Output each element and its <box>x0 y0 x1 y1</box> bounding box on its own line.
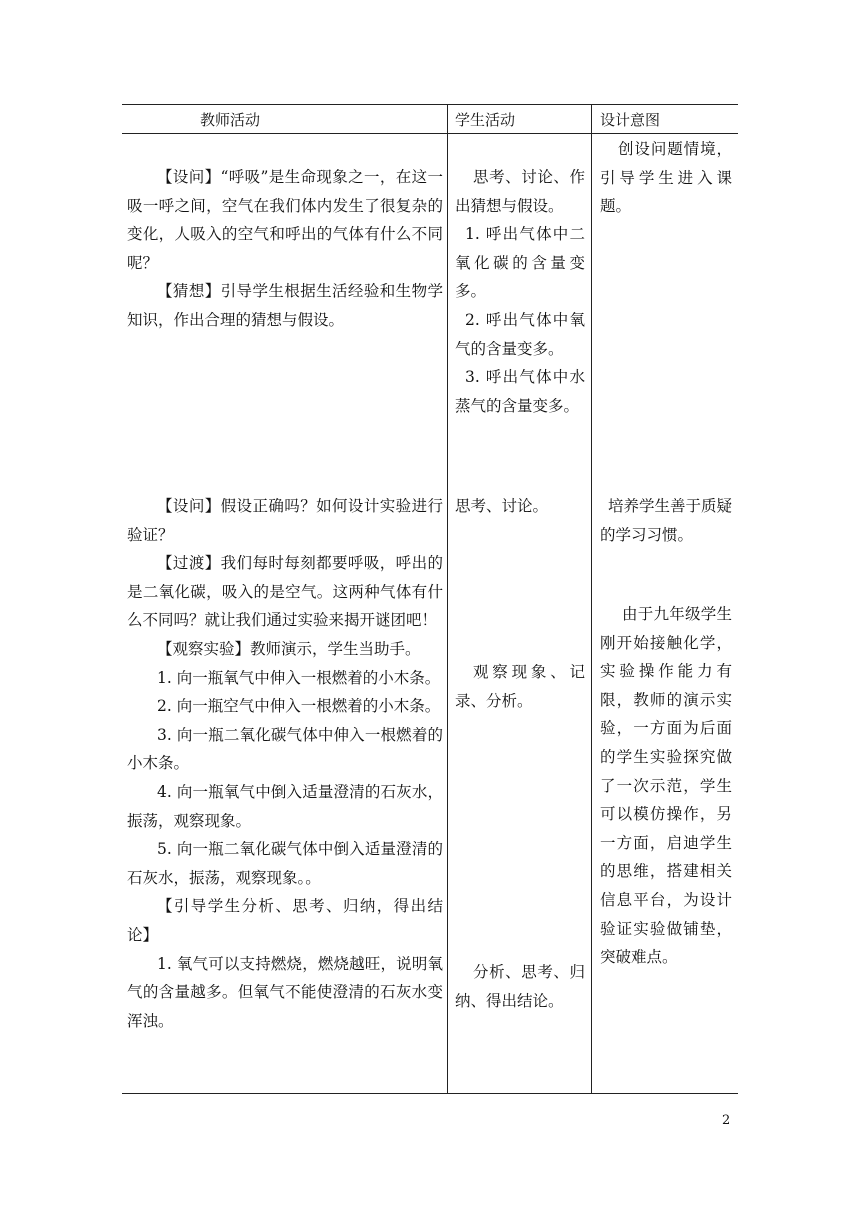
table-header-rule <box>122 133 738 134</box>
teacher-block-1 <box>127 163 443 335</box>
student-hypothesis-1: 1. 呼出气体中二氧化碳的含量变多。 <box>455 225 585 301</box>
table-top-rule <box>122 104 738 105</box>
column-divider-2 <box>591 104 592 1094</box>
teacher-conclusion-title: 【引导学生分析、思考、归纳，得出结论】 <box>127 897 443 944</box>
student-observe: 观察现象、记录、分析。 <box>455 663 585 710</box>
student-hypothesis-3: 3. 呼出气体中水蒸气的含量变多。 <box>455 368 585 415</box>
column-divider-1 <box>447 104 448 1094</box>
teacher-conjecture: 【猜想】引导学生根据生活经验和生物学知识，作出合理的猜想与假设。 <box>127 282 443 329</box>
student-block-1 <box>455 163 585 420</box>
header-teacher-activity: 教师活动 <box>200 111 261 129</box>
teacher-experiment-step-1: 1. 向一瓶氧气中伸入一根燃着的小木条。 <box>157 668 441 687</box>
intent-demonstration: 由于九年级学生刚开始接触化学，实验操作能力有限，教师的演示实验，一方面为后面的学生实验探究做了一次示范，学生可以模仿操作，另一方面，启迪学生的思维，搭建相关信息平台，为设计验证实验做铺垫，突破难点。 <box>600 605 732 967</box>
teacher-experiment-step-3: 3. 向一瓶二氧化碳气体中伸入一根燃着的小木条。 <box>127 725 443 773</box>
teacher-question-1: 【设问】“呼吸”是生命现象之一，在这一吸一呼之间，空气在我们体内发生了很复杂的变化，人吸入的空气和呼出的气体有什么不同呢？ <box>127 168 443 272</box>
page-number: 2 <box>722 1113 731 1128</box>
header-design-intent: 设计意图 <box>600 111 661 129</box>
student-hypothesis-2: 2. 呼出气体中氧气的含量变多。 <box>455 310 585 358</box>
header-student-activity: 学生活动 <box>455 111 516 129</box>
teacher-experiment-step-2: 2. 向一瓶空气中伸入一根燃着的小木条。 <box>157 697 441 716</box>
intent-questioning-habit: 培养学生善于质疑的学习习惯。 <box>600 497 733 544</box>
teacher-experiment-title: 【观察实验】教师演示，学生当助手。 <box>157 639 421 658</box>
student-discuss: 思考、讨论。 <box>455 497 549 515</box>
intent-create-context: 创设问题情境，引导学生进入课题。 <box>600 140 732 216</box>
teacher-experiment-step-5: 5. 向一瓶二氧化碳气体中倒入适量澄清的石灰水，振荡，观察现象。。 <box>127 840 443 887</box>
teacher-experiment-step-4: 4. 向一瓶氧气中倒入适量澄清的石灰水，振荡，观察现象。 <box>127 782 443 830</box>
student-analyze: 分析、思考、归纳、得出结论。 <box>455 963 585 1010</box>
table-bottom-rule <box>122 1093 738 1094</box>
teacher-conclusion-1: 1. 氧气可以支持燃烧，燃烧越旺，说明氧气的含量越多。但氧气不能使澄清的石灰水变浑浊。 <box>127 954 443 1030</box>
teacher-block-2 <box>127 492 443 1035</box>
teacher-question-2: 【设问】假设正确吗？如何设计实验进行验证？ <box>127 497 443 544</box>
teacher-transition: 【过渡】我们每时每刻都要呼吸，呼出的是二氧化碳，吸入的是空气。这两种气体有什么不同吗？就让我们通过实验来揭开谜团吧！ <box>127 554 443 630</box>
student-think-discuss: 思考、讨论、作出猜想与假设。 <box>455 168 585 215</box>
